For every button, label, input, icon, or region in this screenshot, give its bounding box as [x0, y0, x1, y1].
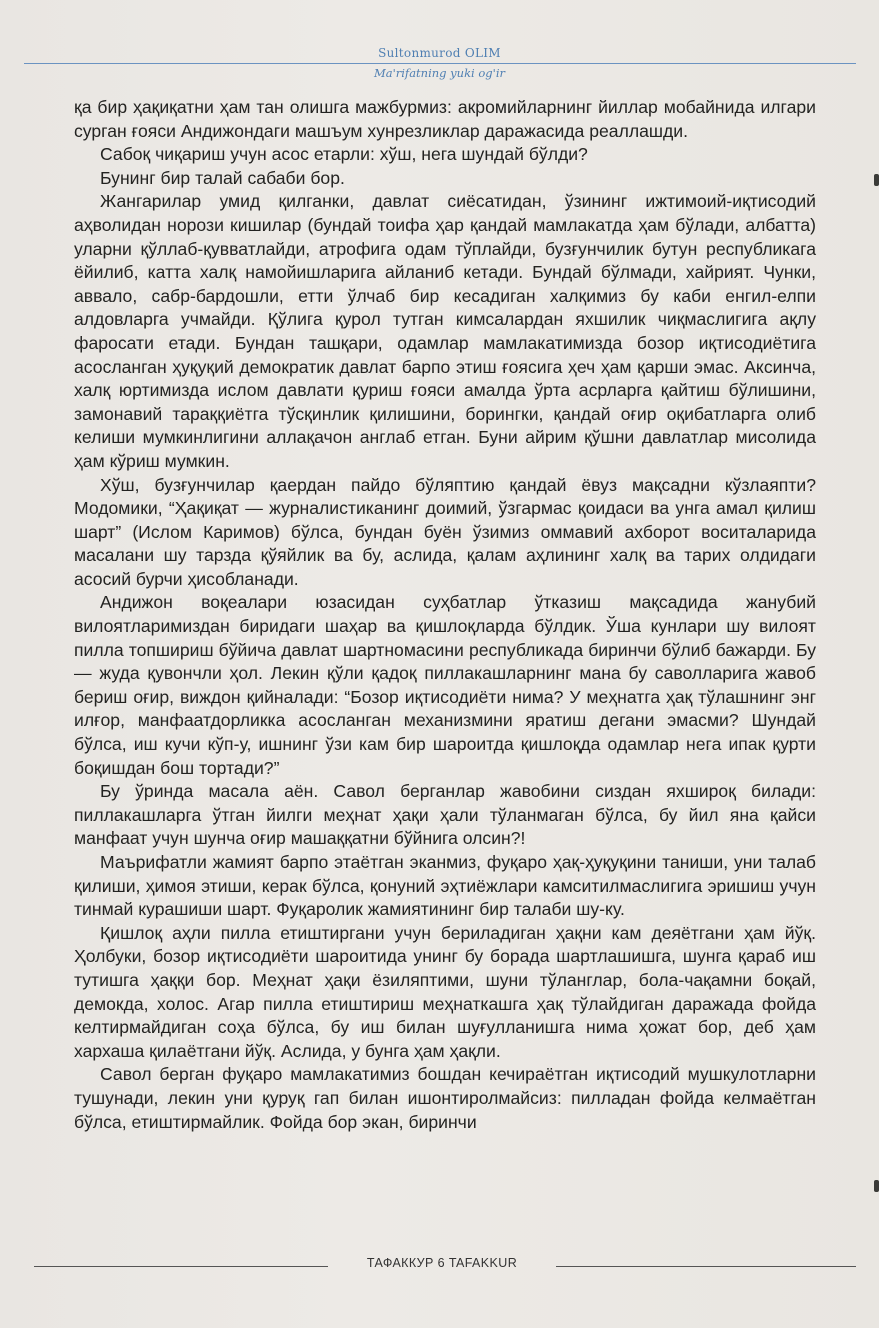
paragraph: Хўш, бузғунчилар қаердан пайдо бўляптию қандай ёвуз мақсадни кўзлаяпти? Модомики, “Ҳақиқат — журналистиканинг доимий, ўзгармас қоидаси ва унга амал қилиш шарт” (Ислом Каримов) бўлса, бундан буён ўзимиз оммавий ахборот воситаларида масалани шу тарзда қўяйлик ва бу, аслида, қалам аҳлининг халқ ва тарих олдидаги асосий бурчи ҳисобланади.: [74, 474, 816, 589]
paragraph: Бунинг бир талай сабаби бор.: [100, 167, 345, 188]
paragraph: Маърифатли жамият барпо этаётган эканмиз, фуқаро ҳақ-ҳуқуқини таниши, уни талаб қилиши, ҳимоя этиши, керак бўлса, қонуний эҳтиёжлари камситилмаслигига эришиш учун тинмай курашиши шарт. Фуқаролик жамиятининг бир талаби шу-ку.: [74, 852, 816, 920]
paragraph: Бу ўринда масала аён. Савол берганлар жавобини сиздан яхшироқ билади: пиллакашларга ўтган йилги меҳнат ҳақи ҳали тўланмаган бўлса, бу йил яна қайси манфаат учун шунча оғир машаққатни бўйнига олсин?!: [74, 781, 816, 849]
footer-rule-right: [556, 1266, 856, 1267]
header-rule: [24, 63, 856, 64]
paragraph: Қишлоқ аҳли пилла етиштиргани учун бериладиган ҳақни кам деяётгани ҳам йўқ. Ҳолбуки, бозор иқтисодиёти шароитида унинг бу борада шартлашишга, шунга қараб иш тутишга ҳаққи бор. Меҳнат ҳақи ёзиляптими, шуни тўланглар, бола-чақамни боқай, демокда, холос. Агар пилла етиштириш меҳнаткашга ҳақ тўлайдиган даражада фойда келтирмайдиган соҳа бўлса, бу иш билан шуғулланишга нима ҳожат бор, деб ҳам хархаша қилаётгани йўқ. Аслида, у бунга ҳам ҳақли.: [74, 922, 816, 1061]
paragraph: Жангарилар умид қилганки, давлат сиёсатидан, ўзининг ижтимоий-иқтисодий аҳволидан норози кишилар (бундай тоифа ҳар қандай мамлакатда ҳам бўлади, албатта) уларни қўллаб-қувватлайди, атрофига одам тўплайди, бузғунчилик бутун республикага ёйилиб, катта халқ намойишларига айланиб кетади. Бундай бўлмади, хайрият. Чунки, аввало, сабр-бардошли, етти ўлчаб бир кесадиган халқимиз бу каби енгил-елпи алдовларга учмайди. Қўлига қурол тутган кимсалардан яхшилик чиқмаслигига ақлу фаросати етади. Бундан ташқари, одамлар мамлакатимизда бозор иқтисодиётига асосланган ҳуқуқий демократик давлат барпо этиш ғоясига ҳеч ҳам қарши эмас. Аксинча, халқ юртимизда ислом давлати қуриш ғояси амалда ўрта асрларга қайтиш бўлишини, замонавий тараққиётга тўсқинлик қилишини, борингки, қандай оғир оқибатларга олиб келиши мумкинлигини аллақачон англаб етган. Буни айрим қўшни давлатлар мисолида ҳам кўриш мумкин.: [74, 191, 816, 471]
paragraph: Савол берган фуқаро мамлакатимиз бошдан кечираётган иқтисодий мушкулотларни тушунади, лекин уни қуруқ гап билан ишонтиролмайсиз: пилладан фойда келмаётган бўлса, етиштирмайлик. Фойда бор экан, биринчи: [74, 1064, 816, 1132]
running-header: [0, 40, 879, 86]
header-author: Sultonmurod OLIM: [378, 46, 501, 60]
footer-label: ТАФАККУР 6 TAFAKKUR: [366, 1256, 518, 1270]
footer-rule-left: [34, 1266, 328, 1267]
paragraph: Сабоқ чиқариш учун асос етарли: хўш, нега шундай бўлди?: [100, 144, 588, 165]
paragraph: Андижон воқеалари юзасидан суҳбатлар ўтказиш мақсадида жанубий вилоятларимиздан биридаги шаҳар ва қишлоқларда бўлдик. Ўша кунлари шу вилоят пилла топшириш бўйича давлат шартномасини республикада биринчи бўлиб бажарди. Бу — жуда қувончли ҳол. Лекин қўли қадоқ пиллакашларнинг мана бу саволларига жавоб бериш оғир, виждон қийналади: “Бозор иқтисодиёти нима? У меҳнатга ҳақ тўлашнинг энг илғор, манфаатдорликка асосланган механизмини яратиш дегани эмасми? Шундай бўлса, иш кучи кўп-у, ишнинг ўзи кам бир шароитда қишлоқда одамлар нега ипак қурти боқишдан бош тортади?”: [74, 592, 816, 778]
header-subtitle: Ma'rifatning yuki og'ir: [373, 66, 506, 80]
article-body: [74, 96, 816, 1134]
page-footer: [0, 1255, 879, 1279]
binding-mark: [874, 1180, 879, 1192]
binding-mark: [874, 174, 879, 186]
paragraph: қа бир ҳақиқатни ҳам тан олишга мажбурмиз: акромийларнинг йиллар мобайнида илгари сурган ғояси Андижондаги машъум хунрезликлар даражасида реаллашди.: [74, 97, 816, 141]
